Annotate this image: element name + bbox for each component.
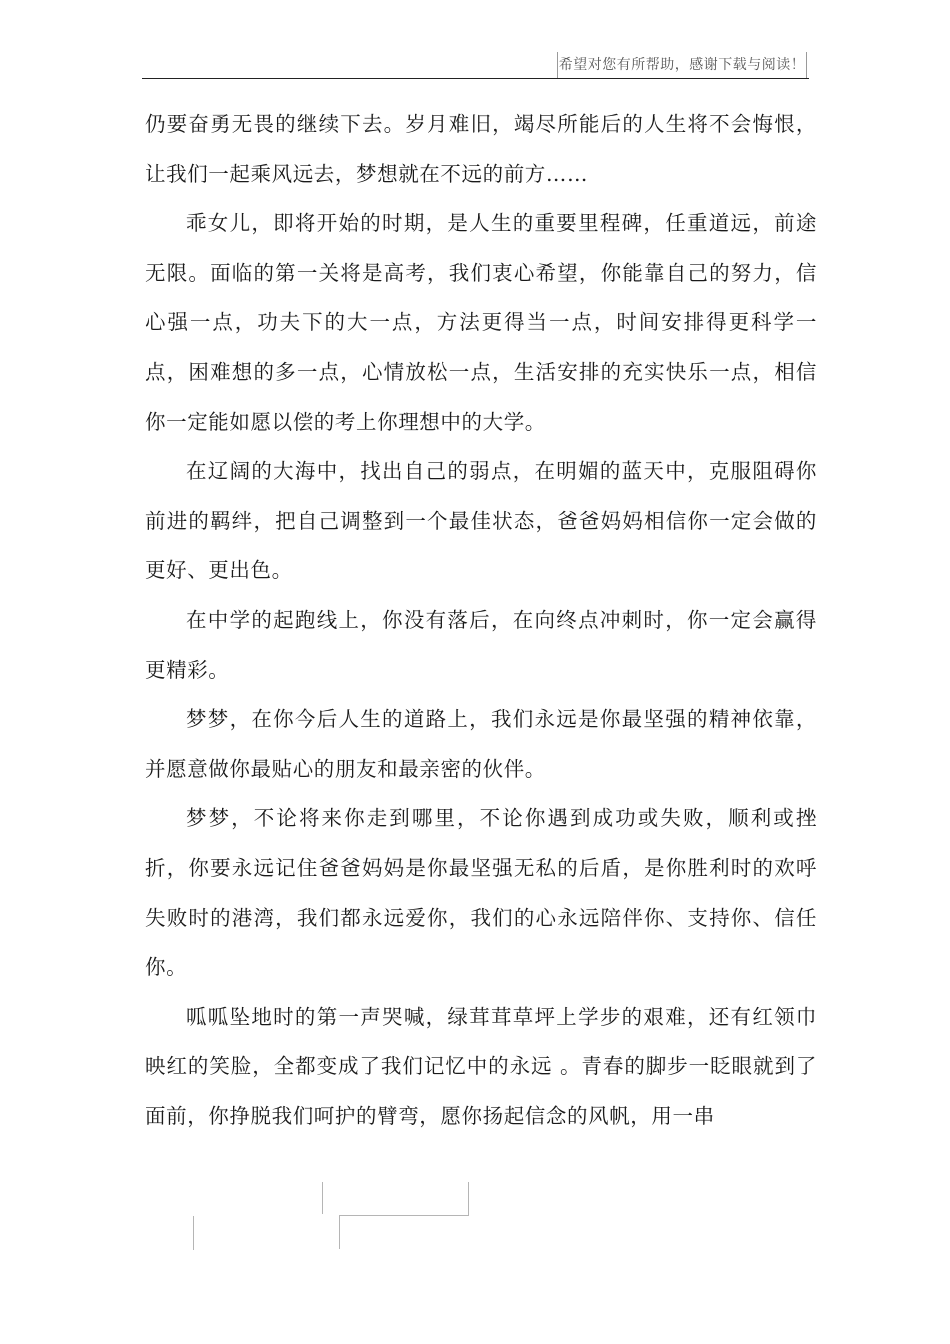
header-note: 希望对您有所帮助，感谢下载与阅读！ <box>557 52 807 78</box>
footer-frame-line <box>339 1215 469 1216</box>
header-rule <box>142 78 809 79</box>
paragraph: 梦梦，不论将来你走到哪里，不论你遇到成功或失败，顺利或挫折，你要永远记住爸爸妈妈是你最坚强无私的后盾，是你胜利时的欢呼失败时的港湾，我们都永远爱你，我们的心永远陪伴你、支持你、信任你。 <box>145 806 817 980</box>
paragraph: 梦梦，在你今后人生的道路上，我们永远是你最坚强的精神依靠，并愿意做你最贴心的朋友和最亲密的伙伴。 <box>145 707 817 781</box>
footer-frame-line <box>339 1215 340 1249</box>
paragraph: 在辽阔的大海中，找出自己的弱点，在明媚的蓝天中，克服阻碍你前进的羁绊，把自己调整到一个最佳状态，爸爸妈妈相信你一定会做的更好、更出色。 <box>145 459 817 583</box>
footer-frame-line <box>468 1182 469 1216</box>
paragraph: 呱呱坠地时的第一声哭喊，绿茸茸草坪上学步的艰难，还有红领巾映红的笑脸，全都变成了我们记忆中的永远 。青春的脚步一眨眼就到了面前，你挣脱我们呵护的臂弯，愿你扬起信念的风帆，用一串 <box>145 1004 817 1128</box>
paragraph: 乖女儿，即将开始的时期，是人生的重要里程碑，任重道远，前途无限。面临的第一关将是高考，我们衷心希望，你能靠自己的努力，信心强一点，功夫下的大一点，方法更得当一点，时间安排得更科学一点，困难想的多一点，心情放松一点，生活安排的充实快乐一点，相信你一定能如愿以偿的考上你理想中的大学。 <box>145 211 817 434</box>
paragraph: 在中学的起跑线上，你没有落后，在向终点冲刺时，你一定会赢得更精彩。 <box>145 607 817 682</box>
document-body <box>145 100 817 1141</box>
footer-frame-line <box>193 1216 194 1250</box>
paragraph: 仍要奋勇无畏的继续下去。岁月难旧，竭尽所能后的人生将不会悔恨，让我们一起乘风远去，梦想就在不远的前方…… <box>145 112 817 186</box>
footer-frame-line <box>322 1182 323 1214</box>
